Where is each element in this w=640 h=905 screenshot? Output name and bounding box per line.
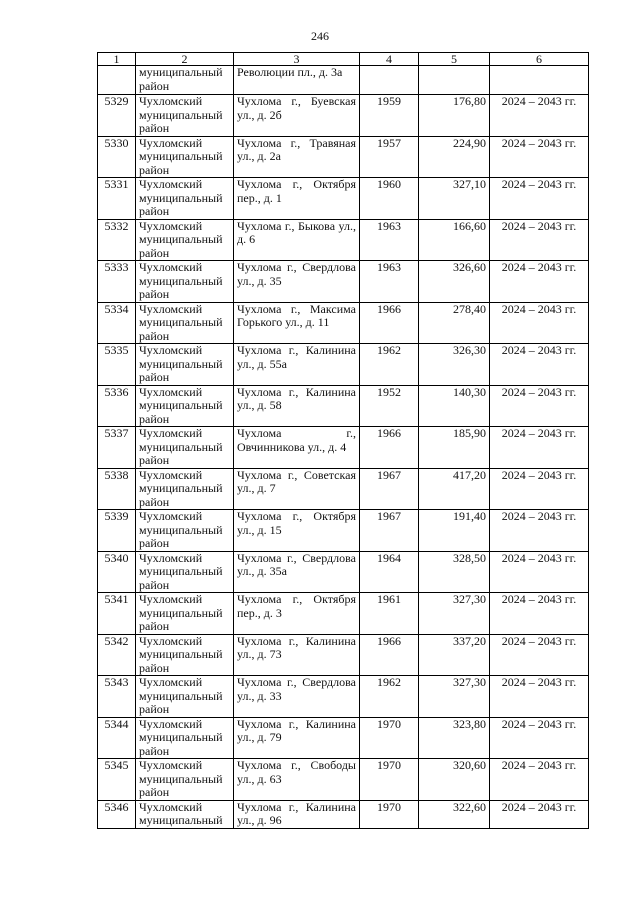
table-row [98, 302, 589, 344]
table-row [98, 759, 589, 801]
cell-year: 1970 [360, 759, 419, 801]
cell-year: 1963 [360, 261, 419, 303]
cell-number: 5334 [98, 302, 136, 344]
table-row [98, 136, 589, 178]
cell-district: Чухломский муниципальный район [136, 302, 234, 344]
cell-district: Чухломский муниципальный район [136, 136, 234, 178]
table-row [98, 551, 589, 593]
cell-area: 337,20 [419, 634, 490, 676]
cell-area: 327,30 [419, 676, 490, 718]
table-row [98, 427, 589, 469]
cell-period: 2024 – 2043 гг. [490, 427, 589, 469]
cell-district: Чухломский муниципальный район [136, 593, 234, 635]
cell-number: 5345 [98, 759, 136, 801]
table-row [98, 468, 589, 510]
cell-address: Чухлома г., Свердлова ул., д. 35 [234, 261, 360, 303]
cell-period: 2024 – 2043 гг. [490, 468, 589, 510]
cell-address: Чухлома г., Калинина ул., д. 96 [234, 800, 360, 828]
cell-year [360, 66, 419, 95]
cell-year: 1957 [360, 136, 419, 178]
cell-period: 2024 – 2043 гг. [490, 178, 589, 220]
table-row [98, 178, 589, 220]
cell-address: Чухлома г., Свердлова ул., д. 33 [234, 676, 360, 718]
cell-number: 5344 [98, 717, 136, 759]
cell-period [490, 66, 589, 95]
cell-address: Чухлома г., Калинина ул., д. 58 [234, 385, 360, 427]
cell-address: Чухлома г., Максима Горького ул., д. 11 [234, 302, 360, 344]
cell-area: 328,50 [419, 551, 490, 593]
cell-area: 224,90 [419, 136, 490, 178]
column-header: 5 [419, 53, 490, 66]
cell-district: Чухломский муниципальный [136, 800, 234, 828]
column-header: 4 [360, 53, 419, 66]
cell-area: 185,90 [419, 427, 490, 469]
cell-year: 1960 [360, 178, 419, 220]
cell-address: Чухлома г., Калинина ул., д. 55а [234, 344, 360, 386]
cell-year: 1970 [360, 717, 419, 759]
cell-address: Чухлома г., Быкова ул., д. 6 [234, 219, 360, 261]
cell-number: 5339 [98, 510, 136, 552]
cell-address: Чухлома г., Свердлова ул., д. 35а [234, 551, 360, 593]
cell-address: Революции пл., д. 3а [234, 66, 360, 95]
cell-number: 5336 [98, 385, 136, 427]
cell-period: 2024 – 2043 гг. [490, 634, 589, 676]
cell-district: Чухломский муниципальный район [136, 759, 234, 801]
cell-address: Чухлома г., Октября пер., д. 3 [234, 593, 360, 635]
table-row [98, 593, 589, 635]
table-row [98, 385, 589, 427]
cell-number: 5341 [98, 593, 136, 635]
table-row-continued [98, 66, 589, 95]
cell-period: 2024 – 2043 гг. [490, 261, 589, 303]
cell-period: 2024 – 2043 гг. [490, 800, 589, 828]
cell-district: Чухломский муниципальный район [136, 676, 234, 718]
cell-area: 140,30 [419, 385, 490, 427]
cell-area: 326,30 [419, 344, 490, 386]
cell-number: 5343 [98, 676, 136, 718]
registry-table [97, 52, 589, 829]
table-row [98, 800, 589, 828]
cell-area: 327,30 [419, 593, 490, 635]
cell-number: 5331 [98, 178, 136, 220]
cell-district: Чухломский муниципальный район [136, 551, 234, 593]
cell-address: Чухлома г., Калинина ул., д. 79 [234, 717, 360, 759]
table-row [98, 717, 589, 759]
cell-year: 1962 [360, 676, 419, 718]
cell-area: 191,40 [419, 510, 490, 552]
cell-address: Чухлома г., Октября пер., д. 1 [234, 178, 360, 220]
cell-period: 2024 – 2043 гг. [490, 219, 589, 261]
cell-area [419, 66, 490, 95]
cell-area: 326,60 [419, 261, 490, 303]
cell-year: 1970 [360, 800, 419, 828]
cell-number: 5340 [98, 551, 136, 593]
cell-period: 2024 – 2043 гг. [490, 136, 589, 178]
cell-area: 320,60 [419, 759, 490, 801]
cell-district: Чухломский муниципальный район [136, 427, 234, 469]
cell-number: 5329 [98, 95, 136, 137]
cell-number [98, 66, 136, 95]
column-number-row [98, 53, 589, 66]
cell-address: Чухлома г., Советская ул., д. 7 [234, 468, 360, 510]
cell-area: 278,40 [419, 302, 490, 344]
cell-district: Чухломский муниципальный район [136, 261, 234, 303]
cell-period: 2024 – 2043 гг. [490, 593, 589, 635]
cell-district: Чухломский муниципальный район [136, 510, 234, 552]
cell-address: Чухлома г., Травяная ул., д. 2а [234, 136, 360, 178]
cell-area: 417,20 [419, 468, 490, 510]
cell-district: Чухломский муниципальный район [136, 344, 234, 386]
cell-area: 323,80 [419, 717, 490, 759]
table-row [98, 261, 589, 303]
cell-address: Чухлома г., Октября ул., д. 15 [234, 510, 360, 552]
cell-area: 327,10 [419, 178, 490, 220]
table-row [98, 676, 589, 718]
cell-year: 1964 [360, 551, 419, 593]
table-row [98, 344, 589, 386]
cell-district: Чухломский муниципальный район [136, 717, 234, 759]
cell-year: 1966 [360, 302, 419, 344]
table-body [98, 66, 589, 829]
cell-number: 5330 [98, 136, 136, 178]
cell-period: 2024 – 2043 гг. [490, 385, 589, 427]
cell-district: Чухломский муниципальный район [136, 178, 234, 220]
cell-period: 2024 – 2043 гг. [490, 676, 589, 718]
cell-year: 1961 [360, 593, 419, 635]
cell-district: муниципальный район [136, 66, 234, 95]
cell-area: 322,60 [419, 800, 490, 828]
cell-year: 1966 [360, 634, 419, 676]
cell-address: Чухлома г., Свободы ул., д. 63 [234, 759, 360, 801]
cell-number: 5337 [98, 427, 136, 469]
cell-area: 176,80 [419, 95, 490, 137]
cell-year: 1959 [360, 95, 419, 137]
cell-district: Чухломский муниципальный район [136, 219, 234, 261]
cell-address: Чухлома г., Калинина ул., д. 73 [234, 634, 360, 676]
cell-district: Чухломский муниципальный район [136, 385, 234, 427]
cell-address: Чухлома г., Овчинникова ул., д. 4 [234, 427, 360, 469]
cell-period: 2024 – 2043 гг. [490, 95, 589, 137]
column-header: 3 [234, 53, 360, 66]
column-header: 2 [136, 53, 234, 66]
cell-period: 2024 – 2043 гг. [490, 344, 589, 386]
cell-year: 1962 [360, 344, 419, 386]
cell-year: 1963 [360, 219, 419, 261]
cell-area: 166,60 [419, 219, 490, 261]
cell-district: Чухломский муниципальный район [136, 468, 234, 510]
cell-period: 2024 – 2043 гг. [490, 302, 589, 344]
cell-year: 1967 [360, 468, 419, 510]
cell-district: Чухломский муниципальный район [136, 95, 234, 137]
cell-year: 1966 [360, 427, 419, 469]
column-header: 6 [490, 53, 589, 66]
cell-number: 5338 [98, 468, 136, 510]
cell-address: Чухлома г., Буевская ул., д. 2б [234, 95, 360, 137]
cell-number: 5335 [98, 344, 136, 386]
cell-year: 1952 [360, 385, 419, 427]
page-number: 246 [311, 29, 329, 43]
table-row [98, 95, 589, 137]
cell-number: 5332 [98, 219, 136, 261]
cell-number: 5346 [98, 800, 136, 828]
cell-year: 1967 [360, 510, 419, 552]
cell-period: 2024 – 2043 гг. [490, 510, 589, 552]
cell-district: Чухломский муниципальный район [136, 634, 234, 676]
table-row [98, 634, 589, 676]
cell-number: 5342 [98, 634, 136, 676]
cell-number: 5333 [98, 261, 136, 303]
cell-period: 2024 – 2043 гг. [490, 551, 589, 593]
table-row [98, 510, 589, 552]
table-row [98, 219, 589, 261]
cell-period: 2024 – 2043 гг. [490, 717, 589, 759]
cell-period: 2024 – 2043 гг. [490, 759, 589, 801]
column-header: 1 [98, 53, 136, 66]
